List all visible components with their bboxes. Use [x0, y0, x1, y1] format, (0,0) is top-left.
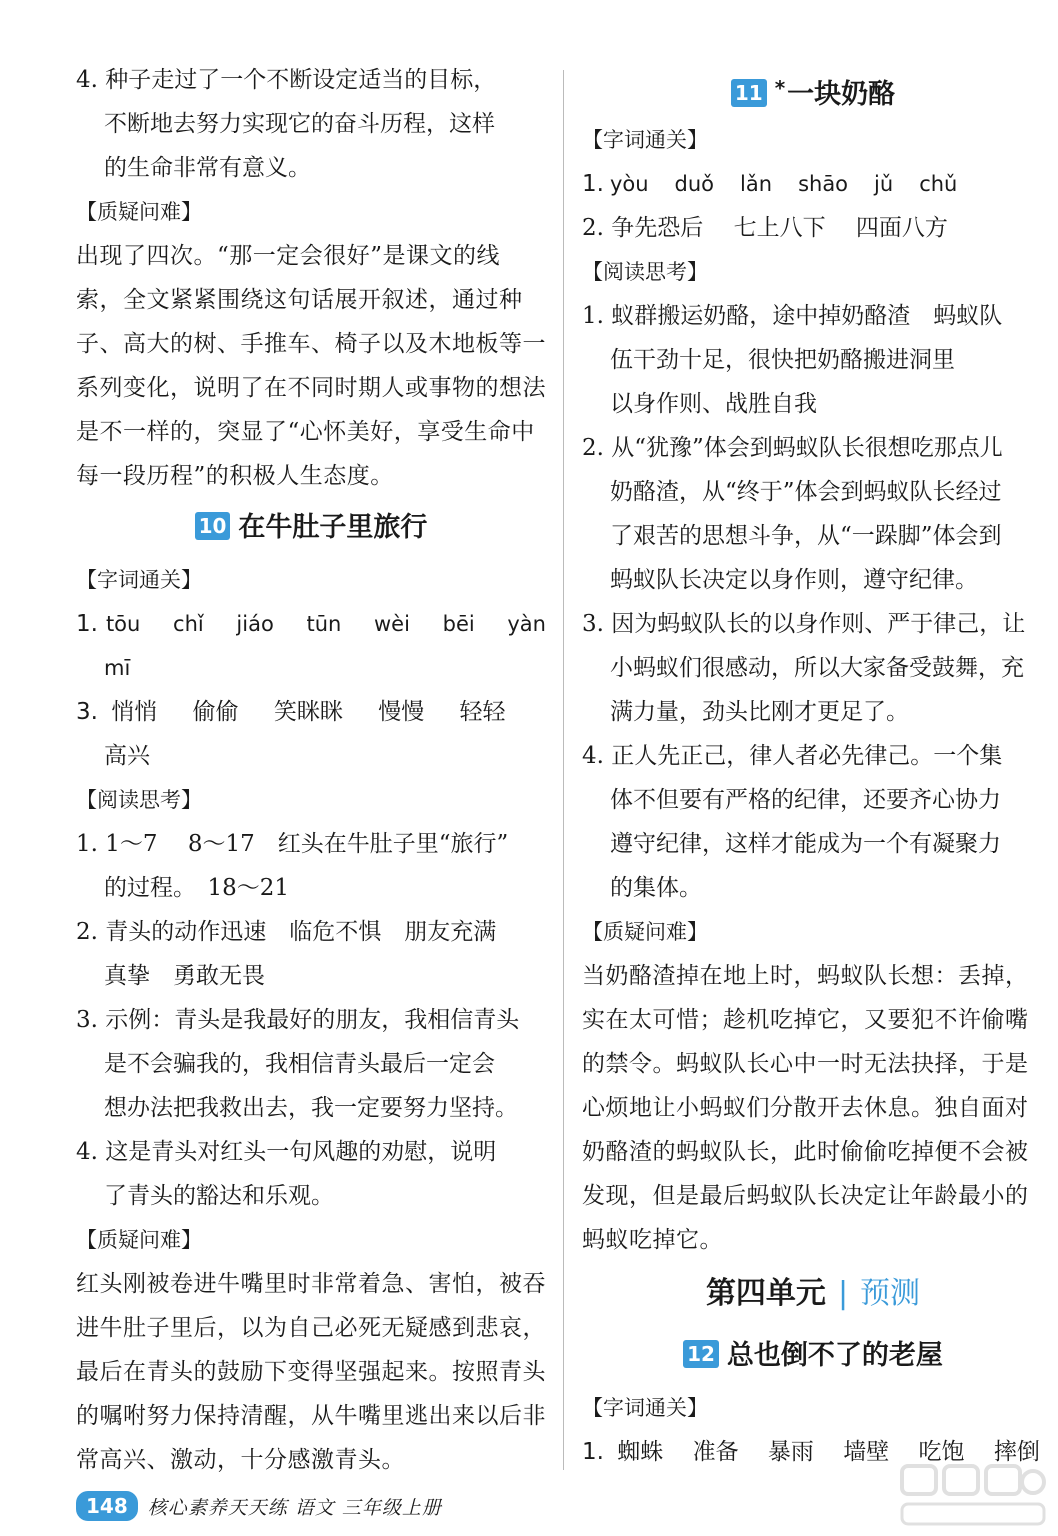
- star-mark: *: [774, 76, 786, 100]
- answer-paragraph: 出现了四次。“那一定会很好”是课文的线索，全文紧紧围绕这句话展开叙述，通过种子、高大的树、手推车、椅子以及木地板等一系列变化，说明了在不同时期人或事物的想法是不一样的，突显了“心怀美好，享受生命中每一段历程”的积极人生态度。: [76, 243, 546, 489]
- lesson-10-title: [76, 498, 546, 558]
- word-item: 摔倒: [993, 1439, 1040, 1465]
- page-number: 148: [76, 1491, 138, 1521]
- column-divider: [563, 70, 564, 1470]
- answer-line: 4. 这是青头对红头一句风趣的劝慰，说明: [76, 1139, 497, 1165]
- pinyin-item: tūn: [306, 612, 342, 636]
- pinyin-row: [582, 162, 1044, 206]
- answer-line: 了青头的豁达和乐观。: [104, 1183, 334, 1209]
- answer-line: 的集体。: [610, 875, 702, 901]
- word-item: 笑眯眯: [273, 699, 343, 725]
- answer-line: 2. 争先恐后 七上八下 四面八方: [582, 215, 948, 241]
- pinyin-item: lǎn: [740, 172, 773, 196]
- pinyin-item: yòu: [609, 172, 649, 196]
- answer-line: 4. 正人先正己，律人者必先律己。一个集: [582, 743, 1003, 769]
- answer-line: 想办法把我救出去，我一定要努力坚持。: [104, 1095, 518, 1121]
- lesson-number-badge: 10: [195, 512, 231, 540]
- answer-line: 的过程。 18～21: [104, 875, 290, 901]
- question-number: 3.: [76, 699, 98, 725]
- answer-line: 奶酪渣，从“终于”体会到蚂蚁队长经过: [610, 479, 1002, 505]
- answer-line: 3. 因为蚂蚁队长的以身作则、严于律己，让: [582, 611, 1026, 637]
- answer-line: 3. 示例：青头是我最好的朋友，我相信青头: [76, 1007, 520, 1033]
- unit-separator: |: [837, 1276, 849, 1311]
- pinyin-item: chǔ: [919, 172, 958, 196]
- answer-line: 伍干劲十足，很快把奶酪搬进洞里: [610, 347, 955, 373]
- word-item: 墙壁: [843, 1439, 890, 1465]
- answer-line: 蚂蚁队长决定以身作则，遵守纪律。: [610, 567, 978, 593]
- answer-line: 真挚 勇敢无畏: [104, 963, 265, 989]
- pinyin-list: [106, 602, 546, 646]
- word-item: 轻轻: [459, 699, 506, 725]
- unit-topic: 预测: [860, 1276, 921, 1311]
- answer-line: 是不会骗我的，我相信青头最后一定会: [104, 1051, 495, 1077]
- answer-line: 遵守纪律，这样才能成为一个有凝聚力: [610, 831, 1001, 857]
- page-footer: [76, 1488, 442, 1524]
- pinyin-item: bēi: [442, 612, 475, 636]
- answer-line: 2. 从“犹豫”体会到蚂蚁队长很想吃那点儿: [582, 435, 1003, 461]
- answer-line: 的生命非常有意义。: [104, 155, 311, 181]
- lesson-number-badge: 12: [683, 1340, 719, 1368]
- section-heading: 【字词通关】: [582, 1396, 708, 1420]
- pinyin-list: [610, 162, 957, 206]
- unit-name: 第四单元: [705, 1276, 826, 1311]
- question-number: 1.: [582, 1439, 604, 1465]
- word-item: 蜘蛛: [617, 1439, 664, 1465]
- pinyin-item: chǐ: [173, 612, 204, 636]
- lesson-title-text: 一块奶酪: [787, 79, 896, 110]
- answer-line: 满力量，劲头比刚才更足了。: [610, 699, 909, 725]
- answer-line: 体不但要有严格的纪律，还要齐心协力: [610, 787, 1001, 813]
- answer-line: 了艰苦的思想斗争，从“一跺脚”体会到: [610, 523, 1002, 549]
- question-number: 1.: [76, 611, 98, 637]
- section-heading: 【字词通关】: [582, 128, 708, 152]
- pinyin-item: jiáo: [236, 612, 274, 636]
- pinyin-item: duǒ: [674, 172, 715, 196]
- word-item: 准备: [692, 1439, 739, 1465]
- pinyin-item: mī: [104, 656, 131, 680]
- section-heading: 【质疑问难】: [76, 1228, 202, 1252]
- word-item: 高兴: [104, 743, 150, 769]
- word-item: 偷偷: [192, 699, 239, 725]
- lesson-title-text: 总也倒不了的老屋: [726, 1340, 943, 1371]
- answer-line: 1. 1～7 8～17 红头在牛肚子里“旅行”: [76, 831, 509, 857]
- pinyin-item: shāo: [798, 172, 849, 196]
- unit-heading: [582, 1262, 1044, 1326]
- pinyin-item: tōu: [105, 612, 141, 636]
- word-item: 吃饱: [918, 1439, 965, 1465]
- question-number: 1.: [582, 171, 604, 197]
- answer-line: 4. 种子走过了一个不断设定适当的目标，: [76, 67, 497, 93]
- word-item: 悄悄: [111, 699, 158, 725]
- answer-line: 1. 蚁群搬运奶酪，途中掉奶酪渣 蚂蚁队: [582, 303, 1003, 329]
- words-row: [76, 690, 546, 734]
- answer-paragraph: 当奶酪渣掉在地上时，蚂蚁队长想：丢掉，实在太可惜；趁机吃掉它，又要犯不许偷嘴的禁令。蚂蚁队长心中一时无法抉择，于是心烦地让小蚂蚁们分散开去休息。独自面对奶酪渣的蚂蚁队长，此时偷偷吃掉便不会被发现，但是最后蚂蚁队长决定让年龄最小的蚂蚁吃掉它。: [582, 963, 1029, 1253]
- answer-line: 不断地去努力实现它的奋斗历程，这样: [104, 111, 495, 137]
- answer-line: 小蚂蚁们很感动，所以大家备受鼓舞，充: [610, 655, 1024, 681]
- section-heading: 【阅读思考】: [582, 260, 708, 284]
- pinyin-row: [76, 602, 546, 646]
- answer-line: 以身作则、战胜自我: [610, 391, 817, 417]
- section-heading: 【质疑问难】: [76, 200, 202, 224]
- book-title: 核心素养天天练 语文 三年级上册: [147, 1496, 442, 1519]
- section-heading: 【质疑问难】: [582, 920, 708, 944]
- lesson-number-badge: 11: [731, 79, 767, 107]
- lesson-11-title: [582, 58, 1044, 118]
- lesson-title-text: 在牛肚子里旅行: [238, 512, 428, 543]
- section-heading: 【字词通关】: [76, 568, 202, 592]
- answer-line: 2. 青头的动作迅速 临危不惧 朋友充满: [76, 919, 497, 945]
- pinyin-item: wèi: [374, 612, 410, 636]
- answer-paragraph: 红头刚被卷进牛嘴里时非常着急、害怕，被吞进牛肚子里后，以为自己必死无疑感到悲哀，最后在青头的鼓励下变得坚强起来。按照青头的嘱咐努力保持清醒，从牛嘴里逃出来以后非常高兴、激动，十分感激青头。: [76, 1271, 546, 1473]
- section-heading: 【阅读思考】: [76, 788, 202, 812]
- right-column: [582, 58, 1044, 1474]
- pinyin-item: jǔ: [874, 172, 894, 196]
- left-column: [76, 58, 546, 1482]
- lesson-12-title: [582, 1326, 1044, 1386]
- word-item: 暴雨: [767, 1439, 814, 1465]
- pinyin-item: yàn: [507, 612, 546, 636]
- watermark-logo: [898, 1460, 1048, 1530]
- word-item: 慢慢: [378, 699, 425, 725]
